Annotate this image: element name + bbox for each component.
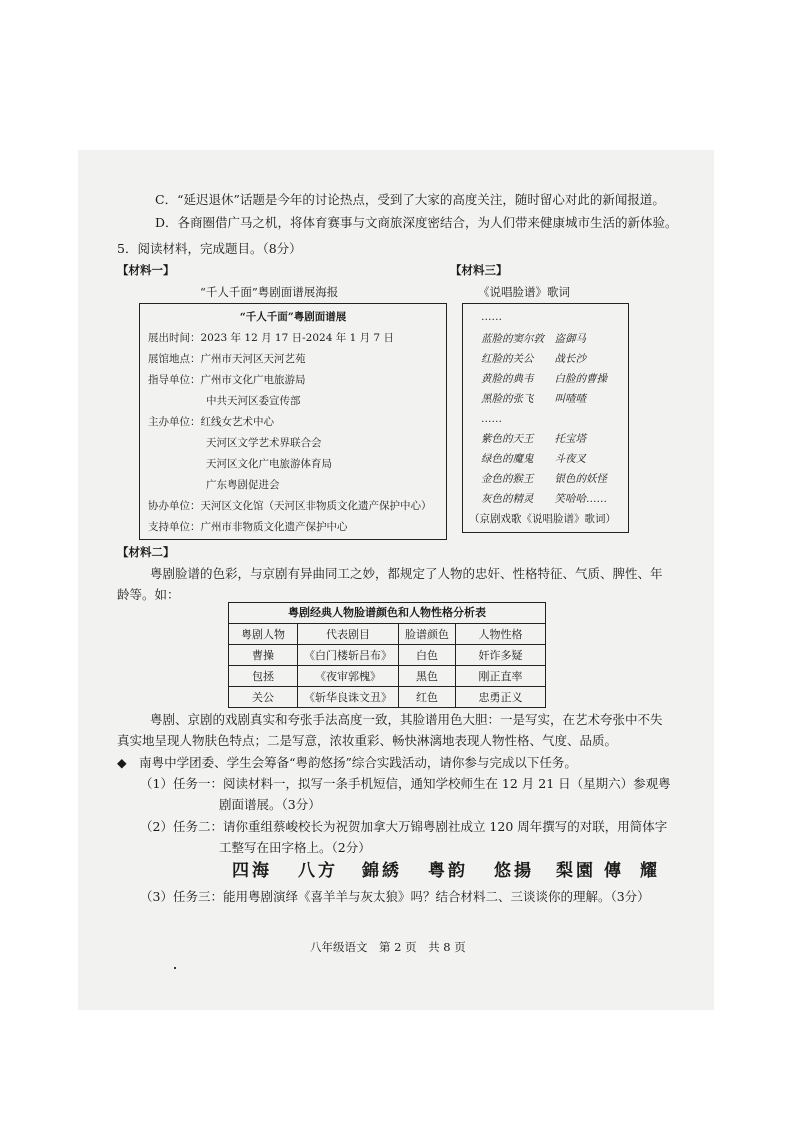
table-cell: 白色 [399, 645, 456, 666]
lyrics-line: 黄脸的典韦 白脸的曹操 [481, 373, 607, 385]
task2: （2）任务二：请你重组蔡峻校长为祝贺加拿大万锦粤剧社成立 120 周年撰写的对联，用简体字 [140, 819, 668, 834]
lyrics-line: 绿色的魔鬼 斗夜叉 [481, 453, 586, 465]
lyrics-line: 黑脸的张飞 叫喳喳 [481, 393, 586, 405]
material2-para1: 粤剧脸谱的色彩，与京剧有异曲同工之妙，都规定了人物的忠奸、性格特征、气质、脾性、年 [150, 566, 663, 581]
couplet-fragment: 八方 [298, 861, 338, 881]
table-title: 粤剧经典人物脸谱颜色和人物性格分析表 [228, 602, 546, 623]
table-cell: 《斩华良诛文丑》 [298, 687, 399, 708]
table-cell: 包拯 [229, 666, 298, 687]
poster-title: “千人千面”粤剧面谱展 [239, 311, 347, 323]
couplet-fragment: 粤韵 [428, 861, 468, 881]
poster-line: 指导单位：广州市文化广电旅游局 [148, 374, 306, 386]
poster-line: 广东粤剧促进会 [206, 479, 280, 491]
lyrics-line: 蓝脸的窦尔敦 盗御马 [481, 333, 586, 345]
poster-line: 展出时间：2023 年 12 月 17 日-2024 年 1 月 7 日 [148, 332, 394, 344]
lyrics-line: 金色的猴王 银色的妖怪 [481, 473, 607, 485]
task2-cont: 工整写在田字格上。（2分） [219, 840, 371, 855]
table-header: 代表剧目 [298, 624, 399, 645]
task3: （3）任务三：能用粤剧演绎《喜羊羊与灰太狼》吗？结合材料二、三谈谈你的理解。（3分） [140, 889, 650, 904]
couplet-fragment: 耀 [640, 861, 660, 881]
table-cell: 黑色 [399, 666, 456, 687]
couplet-fragment: 錦綉 [362, 861, 402, 881]
table-row [229, 666, 546, 687]
couplet-fragment: 四海 [232, 861, 272, 881]
poster-line: 天河区文化广电旅游体育局 [206, 458, 332, 470]
page-footer: 八年级语文 第 2 页 共 8 页 [310, 940, 466, 954]
poster-line: 展馆地点：广州市天河区天河艺苑 [148, 353, 306, 365]
table-cell: 关公 [229, 687, 298, 708]
material1-label: 【材料一】 [117, 263, 175, 277]
table-cell: 刚正直率 [456, 666, 546, 687]
table-cell: 曹操 [229, 645, 298, 666]
lyrics-line: 灰色的精灵 笑哈哈…… [481, 493, 607, 505]
couplet-fragment: 梨園 [556, 861, 596, 881]
lyrics-line: 红脸的关公 战长沙 [481, 353, 586, 365]
option-d: D．各商圈借广马之机，将体育赛事与文商旅深度密结合，为人们带来健康城市生活的新体验。 [155, 215, 678, 230]
table-cell: 红色 [399, 687, 456, 708]
material3-label: 【材料三】 [450, 263, 508, 277]
table-cell: 忠勇正义 [456, 687, 546, 708]
task1: （1）任务一：阅读材料一，拟写一条手机短信，通知学校师生在 12 月 21 日（星期六）参观粤 [140, 776, 671, 791]
analysis-table [228, 602, 546, 708]
table-cell: 《夜审郭槐》 [298, 666, 399, 687]
table-header: 人物性格 [456, 624, 546, 645]
material2-para2-cont: 真实地呈现人物肤色特点；二是写意，浓妆重彩、畅快淋漓地表现人物性格、气度、品质。 [117, 733, 618, 748]
table-row [229, 645, 546, 666]
table-cell: 《白门楼斩吕布》 [298, 645, 399, 666]
lyrics-box [462, 303, 629, 533]
poster-line: 天河区文学艺术界联合会 [206, 437, 322, 449]
material1-caption: “千人千面”粤剧面谱展海报 [200, 285, 339, 299]
material3-caption: 《说唱脸谱》歌词 [478, 285, 570, 299]
table-row [229, 687, 546, 708]
table-header: 粤剧人物 [229, 624, 298, 645]
poster-line: 中共天河区委宣传部 [206, 395, 301, 407]
lyrics-line: 紫色的天王 托宝塔 [481, 433, 586, 445]
speck [174, 967, 176, 969]
couplet-fragment: 傳 [604, 861, 624, 881]
option-c: C．“延迟退休”话题是今年的讨论热点，受到了大家的高度关注，随时留心对此的新闻报道。 [155, 192, 665, 207]
question-heading: 5．阅读材料，完成题目。（8分） [117, 241, 302, 256]
poster-line: 支持单位：广州市非物质文化遗产保护中心 [148, 521, 348, 533]
material2-label: 【材料二】 [117, 545, 175, 559]
activity-intro: ◆ 南粤中学团委、学生会筹备“粤韵悠扬”综合实践活动，请你参与完成以下任务。 [117, 755, 577, 770]
task1-cont: 剧面谱展。（3分） [219, 797, 321, 812]
lyrics-line: …… [481, 311, 502, 323]
lyrics-source: （京剧戏歌《说唱脸谱》歌词） [469, 513, 616, 525]
table-cell: 奸诈多疑 [456, 645, 546, 666]
poster-line: 主办单位：红线女艺术中心 [148, 416, 274, 428]
material2-para1-cont: 龄等。如： [117, 587, 180, 602]
poster-box [139, 303, 447, 540]
couplet-fragment: 悠揚 [494, 861, 534, 881]
poster-line: 协办单位：天河区文化馆（天河区非物质文化遗产保护中心） [148, 500, 432, 512]
material2-para2: 粤剧、京剧的戏剧真实和夸张手法高度一致，其脸谱用色大胆：一是写实，在艺术夸张中不失 [150, 712, 663, 727]
table-header: 脸谱颜色 [399, 624, 456, 645]
lyrics-line: …… [481, 413, 502, 425]
